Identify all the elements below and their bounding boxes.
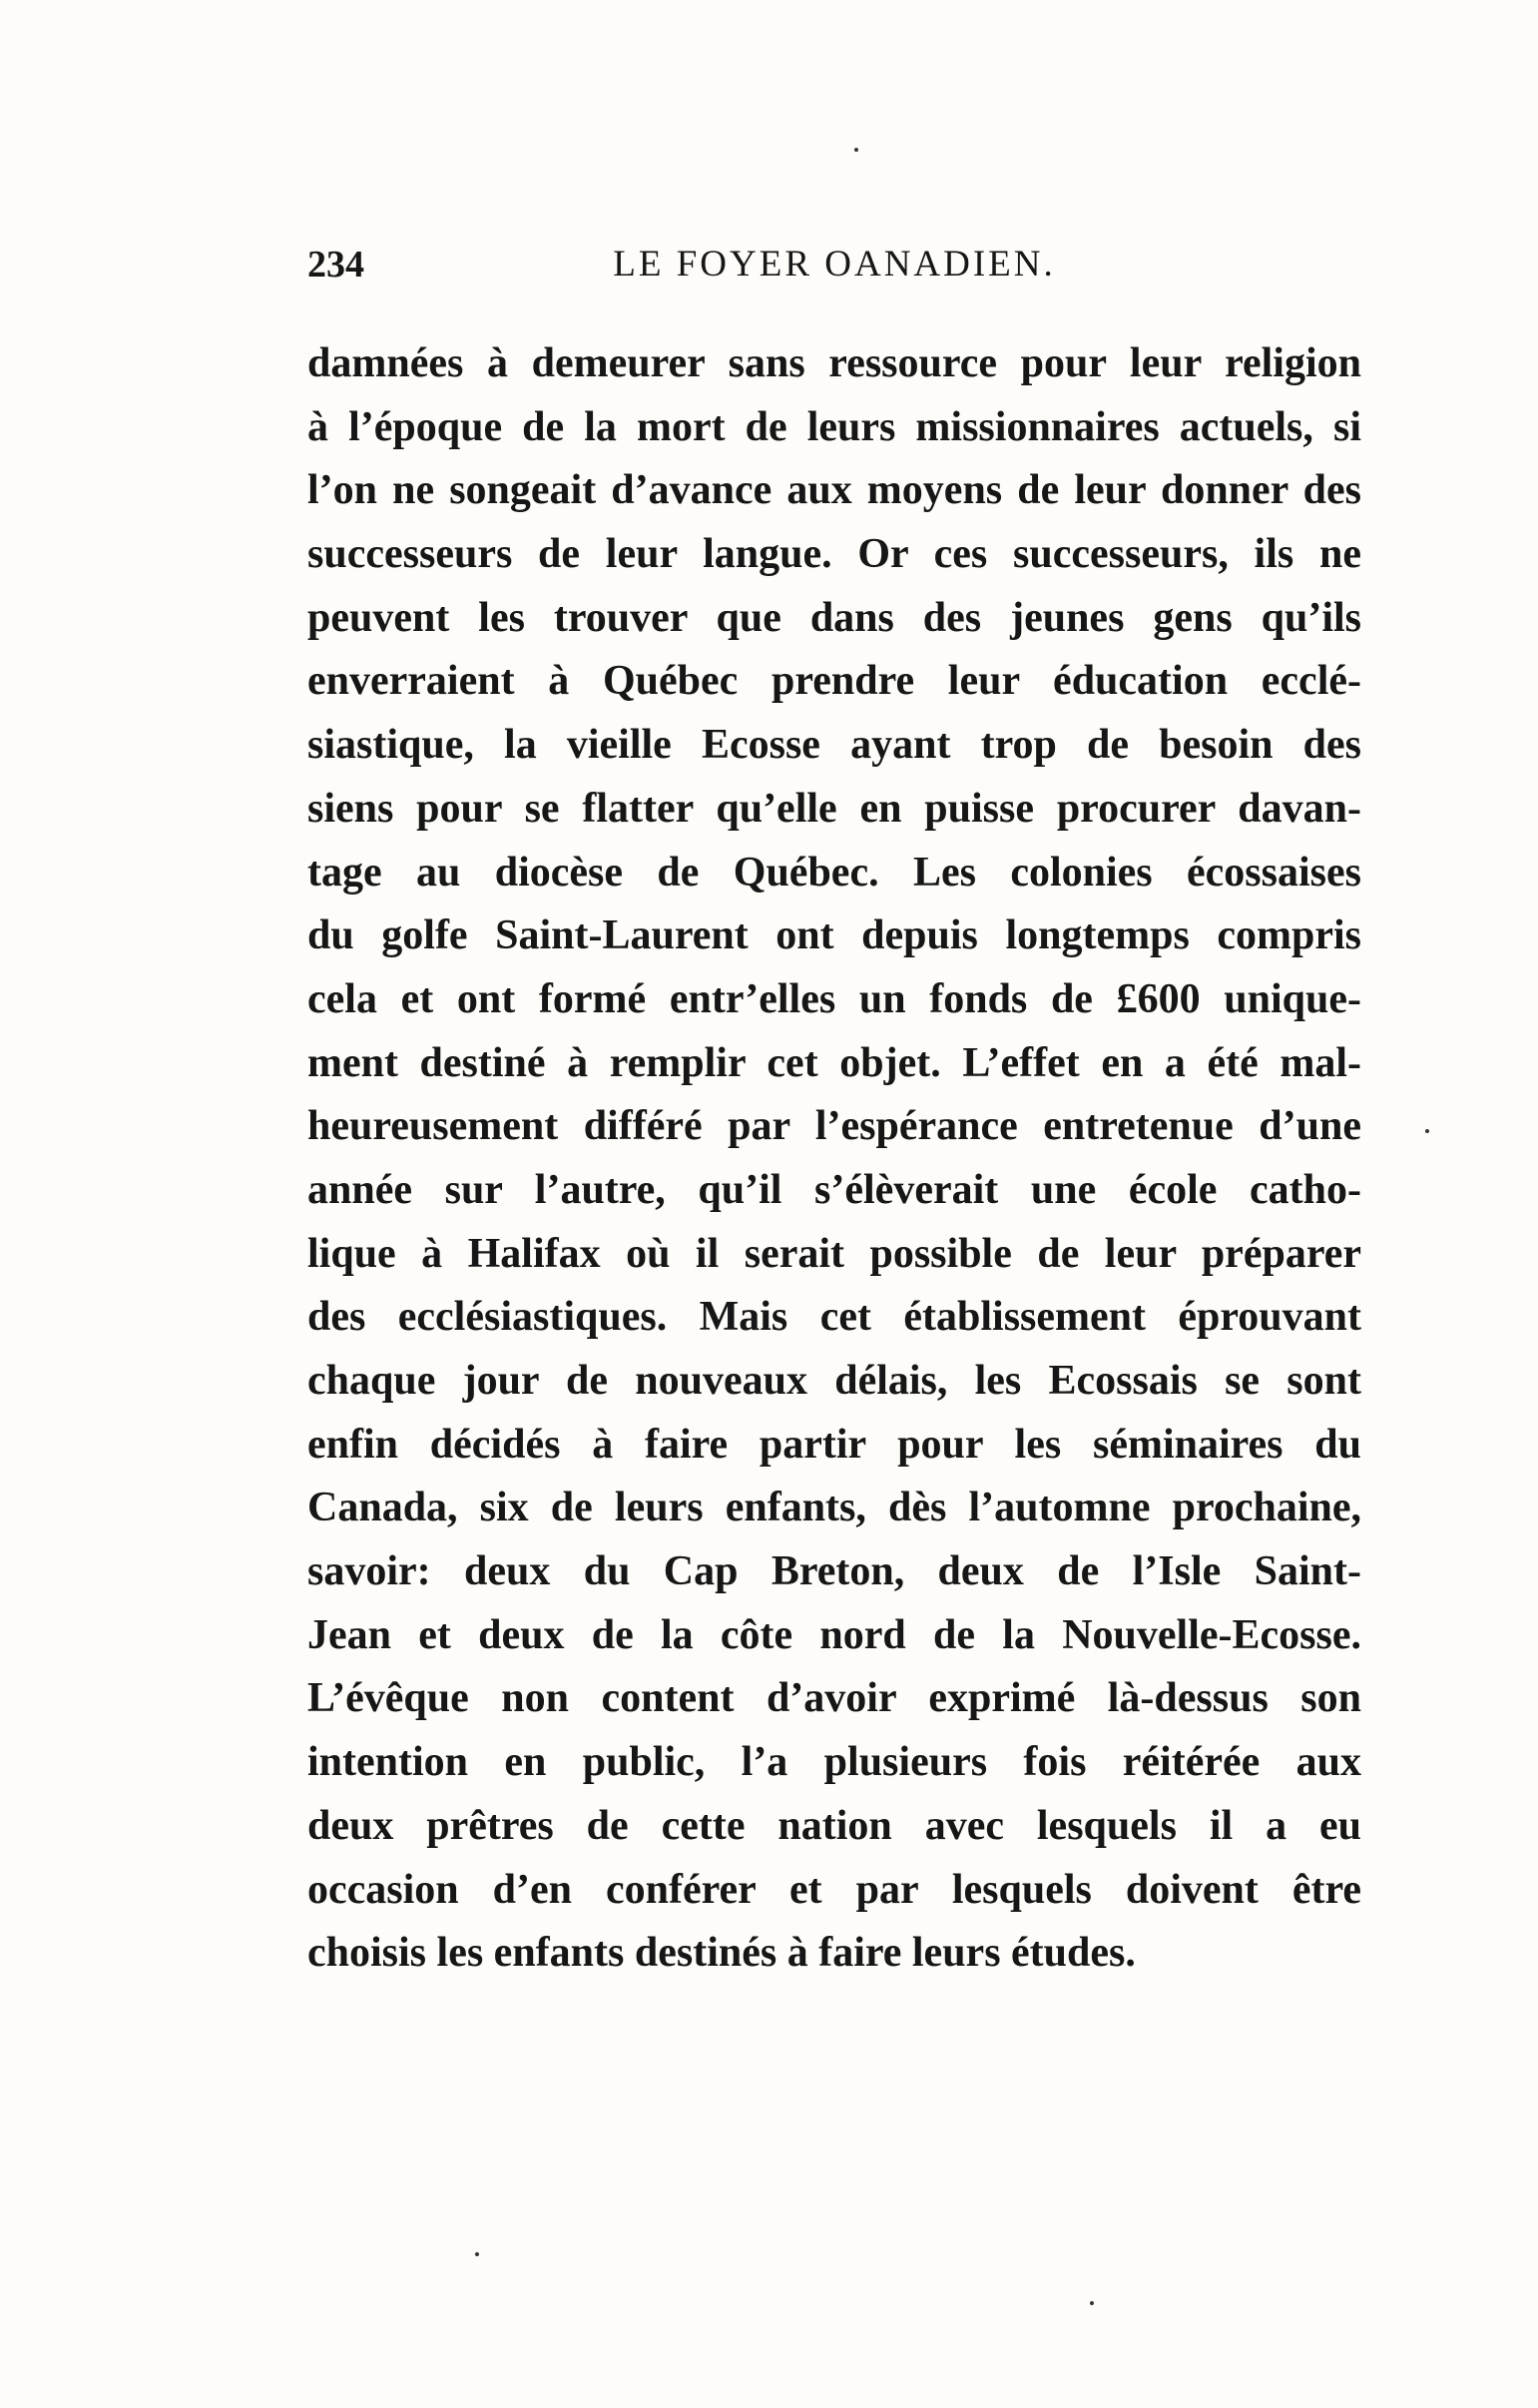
text-line-last: choisis les enfants destinés à faire leurs études.	[307, 1930, 1136, 1977]
text-line: Canada, six de leurs enfants, dès l’automne prochaine,	[307, 1485, 1361, 1531]
text-line: du golfe Saint-Laurent ont depuis longtemps compris	[307, 912, 1361, 959]
text-line: des ecclésiastiques. Mais cet établissement éprouvant	[307, 1294, 1361, 1341]
text-line: cela et ont formé entr’elles un fonds de £600 unique-	[307, 975, 1361, 1022]
text-line: à l’époque de la mort de leurs missionnaires actuels, si	[307, 403, 1361, 450]
text-line: ment destiné à remplir cet objet. L’effet en a été mal-	[307, 1039, 1361, 1086]
text-line: enverraient à Québec prendre leur éducation ecclé-	[307, 658, 1361, 705]
text-line: heureusement différé par l’espérance entretenue d’une	[307, 1103, 1361, 1150]
scan-speck	[475, 2252, 479, 2256]
text-line: successeurs de leur langue. Or ces successeurs, ils ne	[307, 531, 1361, 578]
text-line: siens pour se flatter qu’elle en puisse procurer davan-	[307, 785, 1361, 832]
text-line: intention en public, l’a plusieurs fois réitérée aux	[307, 1739, 1361, 1786]
text-line: siastique, la vieille Ecosse ayant trop de besoin des	[307, 722, 1361, 769]
text-line: chaque jour de nouveaux délais, les Ecossais se sont	[307, 1358, 1361, 1404]
page-number: 234	[307, 244, 364, 286]
text-line: occasion d’en conférer et par lesquels doivent être	[307, 1866, 1361, 1913]
text-line: deux prêtres de cette nation avec lesquels il a eu	[307, 1802, 1361, 1849]
text-line: année sur l’autre, qu’il s’élèverait une école catho-	[307, 1166, 1361, 1213]
text-line: enfin décidés à faire partir pour les séminaires du	[307, 1421, 1361, 1468]
running-head: LE FOYER OANADIEN.	[613, 244, 1056, 285]
scan-speck	[1425, 1129, 1429, 1133]
body-text	[307, 332, 1361, 1986]
text-line: Jean et deux de la côte nord de la Nouvelle-Ecosse.	[307, 1611, 1361, 1658]
page-header	[307, 240, 1361, 290]
text-line: savoir: deux du Cap Breton, deux de l’Isle Saint-	[307, 1548, 1361, 1595]
scan-speck	[1090, 2301, 1094, 2305]
text-line: peuvent les trouver que dans des jeunes gens qu’ils	[307, 594, 1361, 641]
scan-speck	[854, 148, 858, 152]
text-line: L’évêque non content d’avoir exprimé là-dessus son	[307, 1675, 1361, 1722]
text-line: lique à Halifax où il serait possible de leur préparer	[307, 1230, 1361, 1277]
text-line: damnées à demeurer sans ressource pour leur religion	[307, 340, 1361, 386]
text-line: l’on ne songeait d’avance aux moyens de leur donner des	[307, 467, 1361, 514]
text-line: tage au diocèse de Québec. Les colonies écossaises	[307, 849, 1361, 896]
